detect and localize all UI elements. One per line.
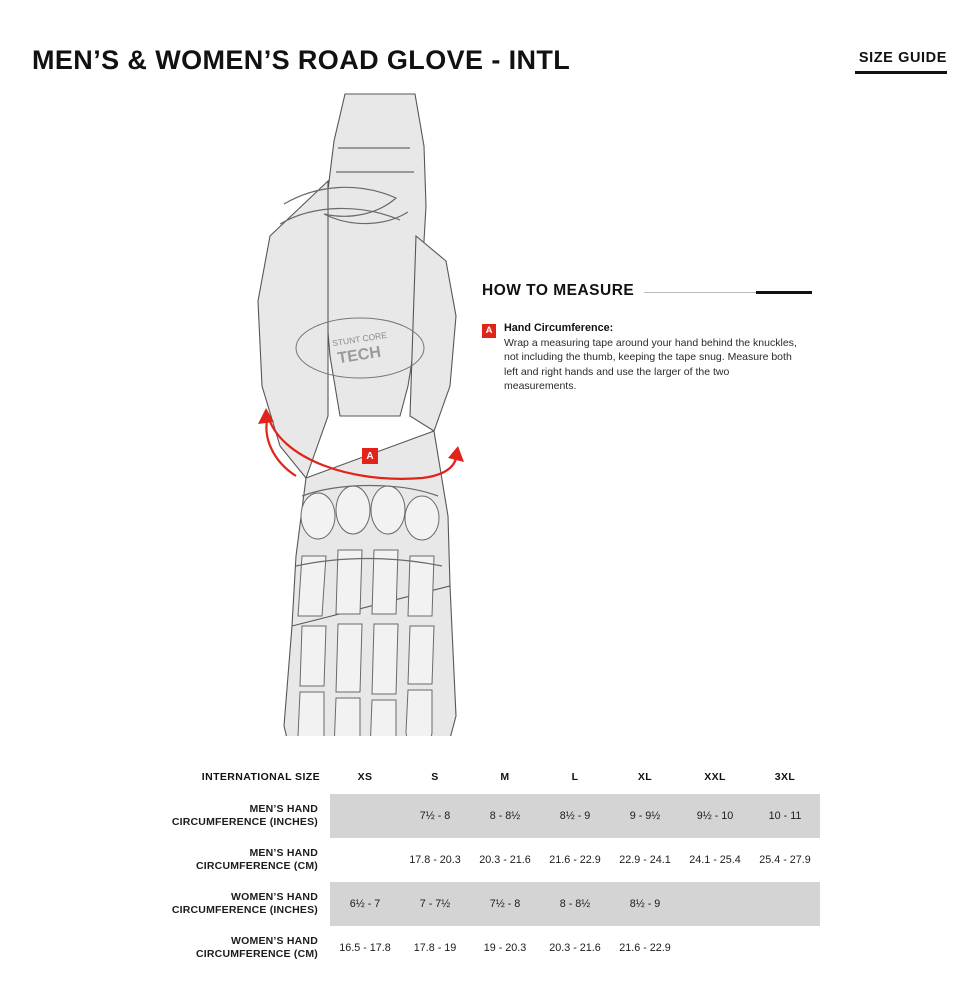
hand-circumference-label: Hand Circumference: <box>504 322 614 334</box>
row-label: WOMEN’S HAND CIRCUMFERENCE (INCHES) <box>160 882 330 926</box>
table-cell: 8 - 8½ <box>470 794 540 838</box>
table-cell: 22.9 - 24.1 <box>619 854 671 866</box>
how-to-measure-title: HOW TO MEASURE <box>482 282 635 299</box>
table-cell: 9 - 9½ <box>610 794 680 838</box>
table-cell: 8½ - 9 <box>610 882 680 926</box>
table-cell: 8½ - 9 <box>540 794 610 838</box>
how-to-measure-text <box>504 322 804 394</box>
table-cell: 20.3 - 21.6 <box>549 942 601 954</box>
table-cell: 21.6 - 22.9 <box>619 942 671 954</box>
page-title: MEN’S & WOMEN’S ROAD GLOVE - INTL <box>32 45 571 75</box>
table-cell: 16.5 - 17.8 <box>339 942 391 954</box>
size-column-header: L <box>571 771 579 783</box>
table-cell: 8 - 8½ <box>540 882 610 926</box>
svg-text:TECH: TECH <box>336 343 383 368</box>
table-cell: 24.1 - 25.4 <box>689 854 741 866</box>
row-label: WOMEN’S HAND CIRCUMFERENCE (CM) <box>195 934 318 960</box>
row-label: MEN’S HAND CIRCUMFERENCE (INCHES) <box>160 794 330 838</box>
table-cell: 25.4 - 27.9 <box>759 854 811 866</box>
size-column-header: M <box>500 771 510 783</box>
size-column-header: XL <box>637 771 653 783</box>
table-row <box>160 926 820 970</box>
size-column-header: XXL <box>704 771 726 783</box>
size-table-header-row <box>160 760 820 794</box>
marker-a-badge: A <box>482 324 496 338</box>
table-cell: 9½ - 10 <box>680 794 750 838</box>
table-cell <box>330 838 400 882</box>
table-cell: 17.8 - 19 <box>413 942 457 954</box>
how-to-measure-rule <box>644 292 812 293</box>
how-to-measure-section <box>482 282 812 394</box>
size-table-header-label: INTERNATIONAL SIZE <box>201 771 320 783</box>
table-cell: 6½ - 7 <box>330 882 400 926</box>
how-to-measure-body <box>482 322 812 394</box>
size-column-header: XS <box>357 771 373 783</box>
row-label: MEN’S HAND CIRCUMFERENCE (CM) <box>195 846 318 872</box>
glove-illustration <box>210 86 570 736</box>
size-table-body <box>160 760 820 970</box>
table-cell <box>680 926 750 970</box>
header-underline <box>855 71 947 74</box>
table-cell: 17.8 - 20.3 <box>409 854 461 866</box>
table-cell: 7½ - 8 <box>470 882 540 926</box>
table-cell <box>750 882 820 926</box>
table-cell <box>330 794 400 838</box>
table-cell: 19 - 20.3 <box>483 942 527 954</box>
table-cell: 10 - 11 <box>750 794 820 838</box>
table-cell <box>680 882 750 926</box>
size-table <box>160 760 820 970</box>
table-cell: 20.3 - 21.6 <box>479 854 531 866</box>
page-header <box>32 28 947 74</box>
size-column-header: S <box>431 771 439 783</box>
measure-callout-a: A <box>362 448 378 464</box>
table-cell: 7½ - 8 <box>400 794 470 838</box>
size-guide-label: SIZE GUIDE <box>858 50 947 66</box>
how-to-measure-header <box>482 282 812 300</box>
size-column-header: 3XL <box>774 771 796 783</box>
table-row <box>160 882 820 926</box>
hand-circumference-description: Wrap a measuring tape around your hand behind the knuckles, not including the thumb, keeping the tape snug. Measure both left and right hands and use the larger of the two measurements. <box>504 337 797 393</box>
table-cell: 21.6 - 22.9 <box>549 854 601 866</box>
table-cell: 7 - 7½ <box>400 882 470 926</box>
table-cell <box>750 926 820 970</box>
table-row <box>160 838 820 882</box>
svg-text:STUNT CORE: STUNT CORE <box>331 329 388 349</box>
size-table-wrapper <box>160 760 820 970</box>
table-row <box>160 794 820 838</box>
header-right <box>855 50 947 74</box>
